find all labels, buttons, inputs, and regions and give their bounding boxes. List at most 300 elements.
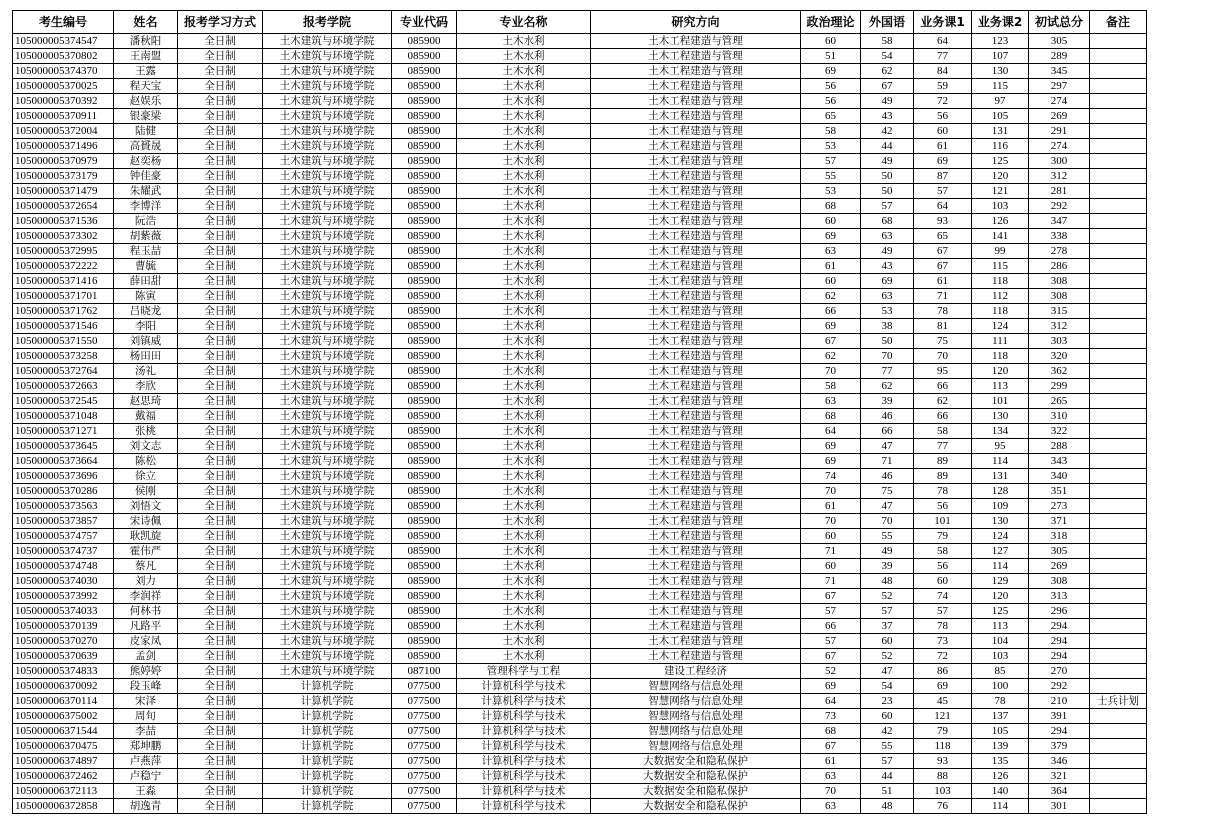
cell-study-mode: 全日制	[178, 154, 263, 169]
cell-exam-id: 105000005372545	[13, 394, 114, 409]
cell-remarks	[1090, 289, 1147, 304]
cell-study-mode: 全日制	[178, 64, 263, 79]
cell-study-mode: 全日制	[178, 559, 263, 574]
cell-foreign-language: 70	[861, 349, 914, 364]
cell-total-score: 308	[1029, 274, 1090, 289]
cell-major-code: 077500	[392, 709, 457, 724]
cell-total-score: 292	[1029, 679, 1090, 694]
cell-course-1: 61	[914, 274, 972, 289]
cell-course-2: 129	[972, 574, 1029, 589]
cell-name: 胡逸青	[114, 799, 178, 814]
cell-exam-id: 105000005374737	[13, 544, 114, 559]
cell-foreign-language: 62	[861, 379, 914, 394]
cell-foreign-language: 66	[861, 424, 914, 439]
cell-research-direction: 土木工程建造与管理	[591, 439, 801, 454]
cell-school: 土木建筑与环境学院	[263, 94, 392, 109]
cell-foreign-language: 47	[861, 664, 914, 679]
cell-remarks	[1090, 94, 1147, 109]
table-row	[13, 94, 1147, 109]
cell-course-1: 66	[914, 409, 972, 424]
table-row	[13, 229, 1147, 244]
cell-major-code: 085900	[392, 484, 457, 499]
cell-remarks	[1090, 154, 1147, 169]
cell-politics: 55	[801, 169, 861, 184]
table-row	[13, 784, 1147, 799]
cell-exam-id: 105000005372995	[13, 244, 114, 259]
cell-research-direction: 土木工程建造与管理	[591, 544, 801, 559]
cell-remarks	[1090, 409, 1147, 424]
table-row	[13, 679, 1147, 694]
cell-politics: 66	[801, 304, 861, 319]
cell-foreign-language: 50	[861, 184, 914, 199]
cell-foreign-language: 60	[861, 634, 914, 649]
table-row	[13, 259, 1147, 274]
table-row	[13, 349, 1147, 364]
cell-foreign-language: 55	[861, 529, 914, 544]
cell-course-2: 111	[972, 334, 1029, 349]
cell-remarks	[1090, 709, 1147, 724]
cell-research-direction: 智慧网络与信息处理	[591, 724, 801, 739]
cell-major-name: 土木水利	[457, 124, 591, 139]
cell-politics: 70	[801, 514, 861, 529]
cell-politics: 63	[801, 394, 861, 409]
cell-remarks	[1090, 799, 1147, 814]
cell-school: 计算机学院	[263, 694, 392, 709]
cell-foreign-language: 58	[861, 34, 914, 49]
cell-research-direction: 土木工程建造与管理	[591, 364, 801, 379]
cell-school: 土木建筑与环境学院	[263, 139, 392, 154]
cell-name: 张桃	[114, 424, 178, 439]
cell-research-direction: 土木工程建造与管理	[591, 649, 801, 664]
cell-major-code: 085900	[392, 334, 457, 349]
cell-total-score: 322	[1029, 424, 1090, 439]
cell-research-direction: 大数据安全和隐私保护	[591, 769, 801, 784]
cell-politics: 61	[801, 259, 861, 274]
cell-course-1: 56	[914, 109, 972, 124]
table-row	[13, 544, 1147, 559]
cell-name: 宋泽	[114, 694, 178, 709]
cell-major-code: 085900	[392, 94, 457, 109]
cell-research-direction: 大数据安全和隐私保护	[591, 799, 801, 814]
cell-school: 计算机学院	[263, 769, 392, 784]
cell-total-score: 362	[1029, 364, 1090, 379]
cell-school: 土木建筑与环境学院	[263, 274, 392, 289]
cell-study-mode: 全日制	[178, 649, 263, 664]
header-school: 报考学院	[263, 11, 392, 34]
cell-major-code: 085900	[392, 469, 457, 484]
cell-foreign-language: 43	[861, 109, 914, 124]
cell-study-mode: 全日制	[178, 259, 263, 274]
cell-course-1: 58	[914, 544, 972, 559]
cell-research-direction: 土木工程建造与管理	[591, 634, 801, 649]
cell-course-1: 58	[914, 424, 972, 439]
cell-major-name: 土木水利	[457, 139, 591, 154]
cell-major-name: 土木水利	[457, 559, 591, 574]
cell-research-direction: 土木工程建造与管理	[591, 259, 801, 274]
cell-study-mode: 全日制	[178, 529, 263, 544]
cell-total-score: 308	[1029, 574, 1090, 589]
cell-exam-id: 105000005372764	[13, 364, 114, 379]
cell-remarks	[1090, 769, 1147, 784]
cell-total-score: 270	[1029, 664, 1090, 679]
cell-total-score: 313	[1029, 589, 1090, 604]
cell-major-name: 计算机科学与技术	[457, 754, 591, 769]
cell-total-score: 364	[1029, 784, 1090, 799]
cell-name: 刘文志	[114, 439, 178, 454]
cell-study-mode: 全日制	[178, 349, 263, 364]
cell-politics: 74	[801, 469, 861, 484]
cell-name: 陈寅	[114, 289, 178, 304]
cell-study-mode: 全日制	[178, 619, 263, 634]
cell-exam-id: 105000006374897	[13, 754, 114, 769]
cell-course-1: 62	[914, 394, 972, 409]
cell-course-2: 126	[972, 214, 1029, 229]
header-politics: 政治理论	[801, 11, 861, 34]
cell-major-name: 土木水利	[457, 199, 591, 214]
cell-major-name: 土木水利	[457, 244, 591, 259]
cell-course-2: 125	[972, 604, 1029, 619]
cell-total-score: 343	[1029, 454, 1090, 469]
cell-name: 李欣	[114, 379, 178, 394]
cell-course-2: 139	[972, 739, 1029, 754]
cell-research-direction: 土木工程建造与管理	[591, 124, 801, 139]
cell-study-mode: 全日制	[178, 229, 263, 244]
cell-major-name: 计算机科学与技术	[457, 724, 591, 739]
table-row	[13, 559, 1147, 574]
cell-total-score: 294	[1029, 724, 1090, 739]
cell-course-2: 134	[972, 424, 1029, 439]
cell-foreign-language: 46	[861, 409, 914, 424]
cell-school: 土木建筑与环境学院	[263, 124, 392, 139]
cell-politics: 57	[801, 634, 861, 649]
cell-course-2: 131	[972, 124, 1029, 139]
cell-course-1: 78	[914, 304, 972, 319]
cell-course-1: 71	[914, 289, 972, 304]
cell-school: 土木建筑与环境学院	[263, 409, 392, 424]
cell-remarks	[1090, 334, 1147, 349]
cell-total-score: 297	[1029, 79, 1090, 94]
cell-exam-id: 105000005374757	[13, 529, 114, 544]
cell-name: 杨田田	[114, 349, 178, 364]
cell-remarks	[1090, 139, 1147, 154]
table-row	[13, 589, 1147, 604]
cell-exam-id: 105000006370475	[13, 739, 114, 754]
cell-school: 土木建筑与环境学院	[263, 664, 392, 679]
header-research-direction: 研究方向	[591, 11, 801, 34]
cell-politics: 69	[801, 454, 861, 469]
cell-study-mode: 全日制	[178, 139, 263, 154]
cell-total-score: 299	[1029, 379, 1090, 394]
cell-study-mode: 全日制	[178, 334, 263, 349]
cell-name: 刘悟文	[114, 499, 178, 514]
cell-foreign-language: 68	[861, 214, 914, 229]
cell-name: 赵奕杨	[114, 154, 178, 169]
cell-exam-id: 105000005370139	[13, 619, 114, 634]
cell-major-code: 085900	[392, 574, 457, 589]
cell-politics: 70	[801, 784, 861, 799]
cell-remarks	[1090, 274, 1147, 289]
cell-exam-id: 105000005373563	[13, 499, 114, 514]
cell-major-code: 085900	[392, 124, 457, 139]
cell-school: 土木建筑与环境学院	[263, 394, 392, 409]
cell-study-mode: 全日制	[178, 694, 263, 709]
cell-course-2: 113	[972, 379, 1029, 394]
header-course-1: 业务课1	[914, 11, 972, 34]
cell-course-1: 56	[914, 499, 972, 514]
cell-school: 土木建筑与环境学院	[263, 64, 392, 79]
cell-exam-id: 105000005372004	[13, 124, 114, 139]
cell-major-code: 085900	[392, 424, 457, 439]
cell-research-direction: 土木工程建造与管理	[591, 94, 801, 109]
cell-major-code: 085900	[392, 64, 457, 79]
cell-foreign-language: 46	[861, 469, 914, 484]
cell-name: 凡路平	[114, 619, 178, 634]
cell-research-direction: 土木工程建造与管理	[591, 109, 801, 124]
cell-name: 薛田甜	[114, 274, 178, 289]
cell-research-direction: 土木工程建造与管理	[591, 64, 801, 79]
cell-exam-id: 105000006372858	[13, 799, 114, 814]
cell-major-code: 085900	[392, 79, 457, 94]
cell-school: 土木建筑与环境学院	[263, 319, 392, 334]
cell-exam-id: 105000006371544	[13, 724, 114, 739]
cell-politics: 56	[801, 79, 861, 94]
cell-remarks	[1090, 739, 1147, 754]
cell-foreign-language: 38	[861, 319, 914, 334]
cell-total-score: 289	[1029, 49, 1090, 64]
cell-remarks	[1090, 439, 1147, 454]
header-name: 姓名	[114, 11, 178, 34]
cell-research-direction: 土木工程建造与管理	[591, 199, 801, 214]
cell-remarks	[1090, 604, 1147, 619]
cell-name: 李阳	[114, 319, 178, 334]
cell-study-mode: 全日制	[178, 214, 263, 229]
cell-major-name: 土木水利	[457, 529, 591, 544]
cell-school: 土木建筑与环境学院	[263, 229, 392, 244]
cell-remarks	[1090, 589, 1147, 604]
table-row	[13, 409, 1147, 424]
cell-politics: 67	[801, 739, 861, 754]
cell-name: 李喆	[114, 724, 178, 739]
cell-total-score: 303	[1029, 334, 1090, 349]
cell-total-score: 269	[1029, 559, 1090, 574]
cell-major-code: 085900	[392, 439, 457, 454]
cell-research-direction: 土木工程建造与管理	[591, 79, 801, 94]
cell-research-direction: 土木工程建造与管理	[591, 469, 801, 484]
cell-research-direction: 土木工程建造与管理	[591, 289, 801, 304]
cell-course-2: 103	[972, 649, 1029, 664]
cell-course-1: 67	[914, 244, 972, 259]
cell-course-2: 97	[972, 94, 1029, 109]
cell-school: 土木建筑与环境学院	[263, 154, 392, 169]
table-row	[13, 529, 1147, 544]
cell-course-1: 77	[914, 49, 972, 64]
cell-remarks	[1090, 244, 1147, 259]
cell-course-1: 69	[914, 679, 972, 694]
cell-foreign-language: 44	[861, 139, 914, 154]
cell-study-mode: 全日制	[178, 424, 263, 439]
cell-foreign-language: 62	[861, 64, 914, 79]
cell-major-code: 085900	[392, 229, 457, 244]
cell-course-2: 103	[972, 199, 1029, 214]
cell-remarks	[1090, 319, 1147, 334]
cell-study-mode: 全日制	[178, 589, 263, 604]
cell-research-direction: 土木工程建造与管理	[591, 529, 801, 544]
cell-major-name: 土木水利	[457, 259, 591, 274]
cell-course-2: 99	[972, 244, 1029, 259]
cell-course-2: 125	[972, 154, 1029, 169]
cell-course-1: 72	[914, 94, 972, 109]
cell-total-score: 294	[1029, 649, 1090, 664]
table-row	[13, 604, 1147, 619]
cell-remarks: 士兵计划	[1090, 694, 1147, 709]
table-row	[13, 514, 1147, 529]
cell-course-1: 103	[914, 784, 972, 799]
cell-remarks	[1090, 574, 1147, 589]
cell-foreign-language: 63	[861, 289, 914, 304]
cell-course-1: 88	[914, 769, 972, 784]
cell-remarks	[1090, 784, 1147, 799]
cell-total-score: 296	[1029, 604, 1090, 619]
cell-total-score: 305	[1029, 34, 1090, 49]
cell-research-direction: 大数据安全和隐私保护	[591, 754, 801, 769]
cell-total-score: 347	[1029, 214, 1090, 229]
cell-politics: 52	[801, 664, 861, 679]
cell-research-direction: 土木工程建造与管理	[591, 154, 801, 169]
cell-major-code: 085900	[392, 319, 457, 334]
cell-major-name: 土木水利	[457, 544, 591, 559]
cell-exam-id: 105000005370911	[13, 109, 114, 124]
cell-total-score: 281	[1029, 184, 1090, 199]
table-row	[13, 244, 1147, 259]
table-row	[13, 619, 1147, 634]
table-row	[13, 274, 1147, 289]
cell-remarks	[1090, 559, 1147, 574]
cell-exam-id: 105000005370025	[13, 79, 114, 94]
cell-major-code: 085900	[392, 259, 457, 274]
cell-total-score: 310	[1029, 409, 1090, 424]
cell-politics: 71	[801, 574, 861, 589]
cell-exam-id: 105000005371479	[13, 184, 114, 199]
cell-total-score: 210	[1029, 694, 1090, 709]
cell-foreign-language: 47	[861, 439, 914, 454]
cell-total-score: 286	[1029, 259, 1090, 274]
cell-name: 陈松	[114, 454, 178, 469]
table-row	[13, 304, 1147, 319]
cell-name: 银豪梁	[114, 109, 178, 124]
table-row	[13, 394, 1147, 409]
cell-remarks	[1090, 529, 1147, 544]
cell-total-score: 391	[1029, 709, 1090, 724]
cell-course-2: 137	[972, 709, 1029, 724]
cell-study-mode: 全日制	[178, 409, 263, 424]
header-major-code: 专业代码	[392, 11, 457, 34]
cell-research-direction: 土木工程建造与管理	[591, 409, 801, 424]
cell-name: 卢燕萍	[114, 754, 178, 769]
header-row	[13, 11, 1147, 34]
cell-course-2: 128	[972, 484, 1029, 499]
cell-course-2: 118	[972, 304, 1029, 319]
table-row	[13, 799, 1147, 814]
cell-total-score: 340	[1029, 469, 1090, 484]
cell-school: 土木建筑与环境学院	[263, 304, 392, 319]
cell-major-name: 计算机科学与技术	[457, 769, 591, 784]
cell-research-direction: 土木工程建造与管理	[591, 619, 801, 634]
header-course-2: 业务课2	[972, 11, 1029, 34]
cell-school: 土木建筑与环境学院	[263, 559, 392, 574]
cell-total-score: 321	[1029, 769, 1090, 784]
cell-course-1: 87	[914, 169, 972, 184]
cell-exam-id: 105000006375002	[13, 709, 114, 724]
cell-foreign-language: 53	[861, 304, 914, 319]
cell-course-2: 101	[972, 394, 1029, 409]
table-row	[13, 424, 1147, 439]
cell-course-1: 56	[914, 559, 972, 574]
cell-total-score: 379	[1029, 739, 1090, 754]
cell-major-name: 土木水利	[457, 229, 591, 244]
cell-course-1: 118	[914, 739, 972, 754]
cell-foreign-language: 42	[861, 724, 914, 739]
cell-remarks	[1090, 349, 1147, 364]
cell-exam-id: 105000005370979	[13, 154, 114, 169]
cell-major-code: 085900	[392, 304, 457, 319]
cell-politics: 61	[801, 754, 861, 769]
cell-exam-id: 105000005373696	[13, 469, 114, 484]
cell-major-name: 土木水利	[457, 64, 591, 79]
table-row	[13, 109, 1147, 124]
cell-exam-id: 105000005373258	[13, 349, 114, 364]
cell-school: 土木建筑与环境学院	[263, 574, 392, 589]
cell-politics: 58	[801, 379, 861, 394]
cell-course-2: 116	[972, 139, 1029, 154]
cell-foreign-language: 49	[861, 544, 914, 559]
cell-name: 程玉喆	[114, 244, 178, 259]
cell-course-2: 131	[972, 469, 1029, 484]
cell-research-direction: 土木工程建造与管理	[591, 49, 801, 64]
cell-course-1: 57	[914, 184, 972, 199]
cell-major-name: 计算机科学与技术	[457, 709, 591, 724]
cell-remarks	[1090, 724, 1147, 739]
cell-major-code: 085900	[392, 514, 457, 529]
cell-course-2: 105	[972, 109, 1029, 124]
cell-course-2: 121	[972, 184, 1029, 199]
cell-total-score: 312	[1029, 319, 1090, 334]
table-row	[13, 289, 1147, 304]
cell-major-name: 土木水利	[457, 469, 591, 484]
cell-total-score: 345	[1029, 64, 1090, 79]
cell-remarks	[1090, 454, 1147, 469]
cell-politics: 67	[801, 589, 861, 604]
cell-course-1: 101	[914, 514, 972, 529]
cell-school: 土木建筑与环境学院	[263, 214, 392, 229]
cell-research-direction: 土木工程建造与管理	[591, 214, 801, 229]
cell-foreign-language: 49	[861, 154, 914, 169]
cell-study-mode: 全日制	[178, 304, 263, 319]
cell-exam-id: 105000005372654	[13, 199, 114, 214]
cell-major-name: 土木水利	[457, 319, 591, 334]
cell-major-code: 085900	[392, 604, 457, 619]
cell-total-score: 301	[1029, 799, 1090, 814]
cell-school: 计算机学院	[263, 799, 392, 814]
cell-remarks	[1090, 109, 1147, 124]
cell-study-mode: 全日制	[178, 289, 263, 304]
cell-course-2: 100	[972, 679, 1029, 694]
cell-course-2: 118	[972, 274, 1029, 289]
cell-remarks	[1090, 259, 1147, 274]
cell-course-1: 89	[914, 469, 972, 484]
cell-total-score: 294	[1029, 619, 1090, 634]
cell-major-name: 土木水利	[457, 349, 591, 364]
table-row	[13, 184, 1147, 199]
